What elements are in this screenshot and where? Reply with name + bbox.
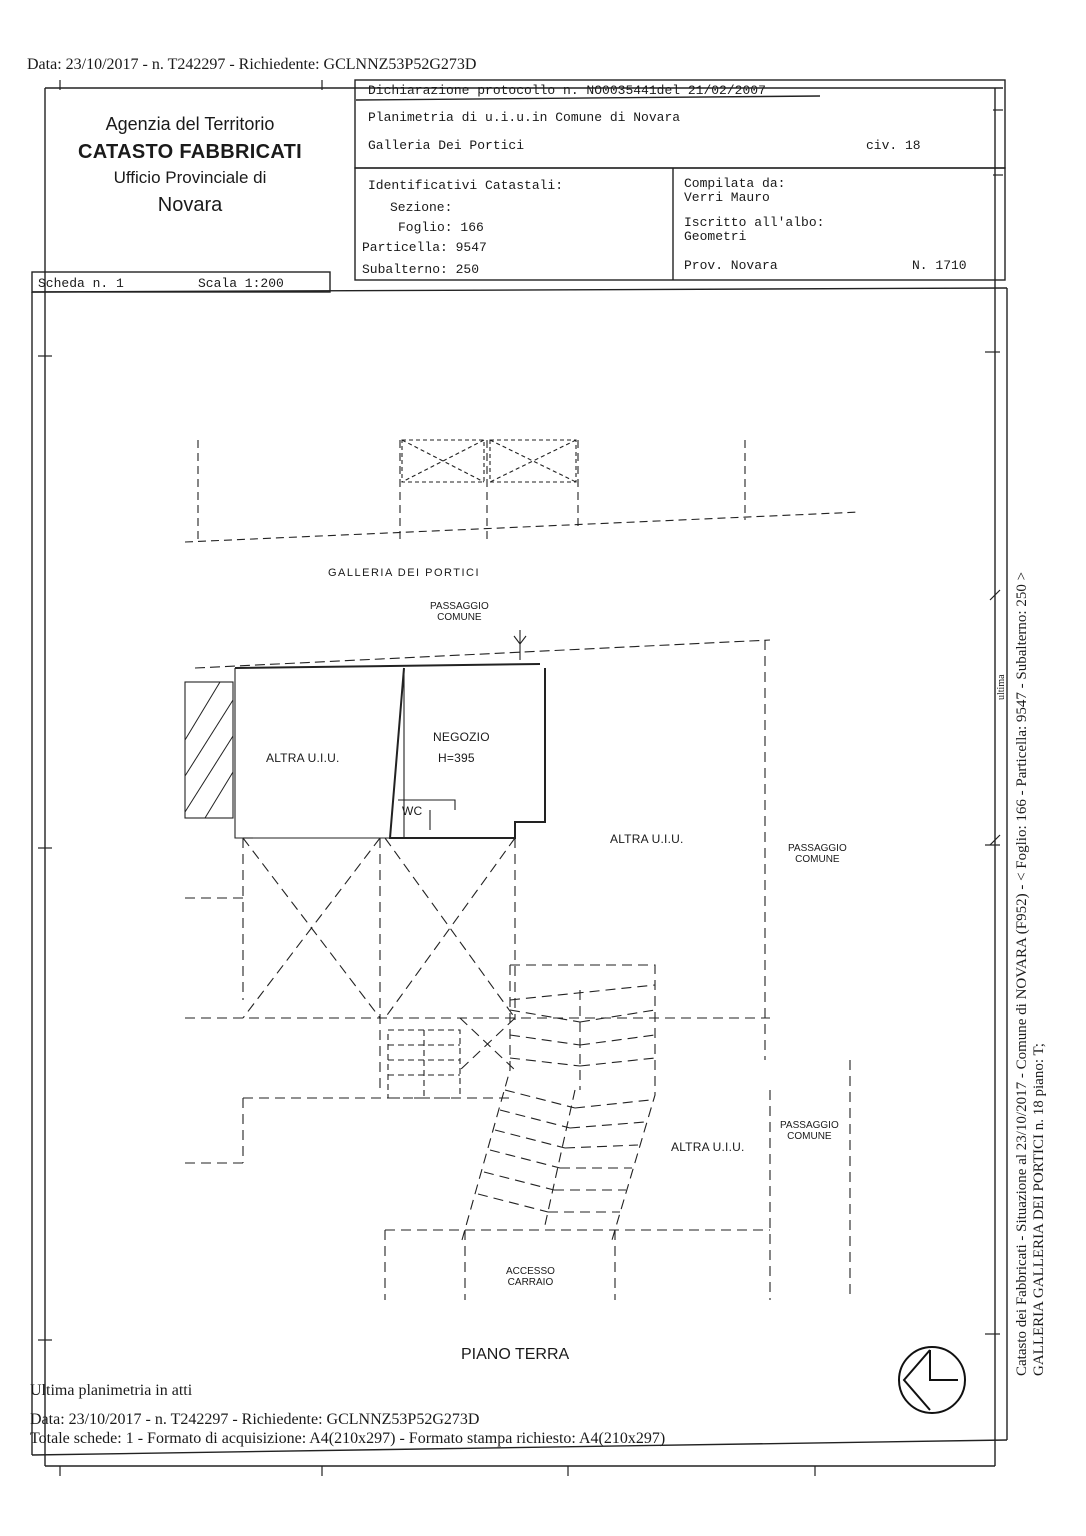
wc-label: WC (402, 804, 423, 818)
footer-request-line: Data: 23/10/2017 - n. T242297 - Richiedente: GCLNNZ53P52G273D (30, 1411, 480, 1428)
comune-word: COMUNE (787, 1131, 832, 1142)
compilata-label: Compilata da: (684, 176, 786, 191)
office-label: Ufficio Provinciale di (113, 168, 267, 187)
north-arrow-icon (899, 1347, 965, 1413)
scheda-number: Scheda n. 1 (38, 276, 124, 291)
street-name: Galleria Dei Portici (368, 138, 525, 153)
last-plan-note: Ultima planimetria in atti (30, 1382, 193, 1399)
subalterno: Subalterno: 250 (362, 262, 480, 277)
comune-word: COMUNE (795, 854, 840, 865)
planimetria-line: Planimetria di u.i.u.in Comune di Novara (368, 110, 681, 125)
scale: Scala 1:200 (198, 276, 284, 291)
passaggio-comune-lower (780, 1120, 839, 1142)
foglio: Foglio: 166 (398, 220, 484, 235)
identificativi-title: Identificativi Catastali: (368, 178, 564, 193)
carraio-word: CARRAIO (507, 1277, 554, 1288)
province: Prov. Novara (684, 258, 778, 273)
piano-terra-label: PIANO TERRA (461, 1346, 570, 1363)
galleria-label: GALLERIA DEI PORTICI (328, 567, 481, 579)
accesso-carraio (506, 1266, 555, 1288)
passaggio-word: PASSAGGIO (780, 1120, 839, 1131)
albo-value: Geometri (684, 229, 747, 244)
altra-uiu-lower: ALTRA U.I.U. (671, 1140, 745, 1154)
top-request-line: Data: 23/10/2017 - n. T242297 - Richiedente: GCLNNZ53P52G273D (27, 56, 477, 73)
office-city: Novara (157, 194, 223, 216)
agency-block (60, 114, 320, 217)
side-catasto-line: Catasto dei Fabbricati - Situazione al 23/10/2017 - Comune di NOVARA (F952) - < Foglio: 166 - Particella: 9547 - Subalterno: 250 > (1014, 571, 1030, 1376)
declaration-line: Dichiarazione protocollo n. NO0035441del 21/02/2007 (368, 83, 766, 98)
sezione: Sezione: (390, 200, 453, 215)
agency-name: Agenzia del Territorio (105, 114, 275, 134)
negozio-height: H=395 (438, 751, 475, 765)
passaggio-comune-right (788, 843, 847, 865)
civic-number: civ. 18 (866, 138, 921, 153)
plan-linework (185, 440, 860, 1300)
passaggio-word: PASSAGGIO (430, 601, 489, 612)
altra-uiu-center: ALTRA U.I.U. (610, 832, 684, 846)
compilata-name: Verri Mauro (684, 190, 770, 205)
passaggio-comune-top (430, 601, 489, 623)
footer-totale-line: Totale schede: 1 - Formato di acquisizione: A4(210x297) - Formato stampa richiesto: A4(210x297) (30, 1430, 666, 1447)
comune-word: COMUNE (437, 612, 482, 623)
particella: Particella: 9547 (362, 240, 487, 255)
side-mark: ultima (996, 674, 1007, 700)
accesso-word: ACCESSO (506, 1266, 555, 1277)
catasto-title: CATASTO FABBRICATI (78, 141, 302, 163)
negozio-label: NEGOZIO (433, 730, 490, 744)
side-address-line: GALLERIA GALLERIA DEI PORTICI n. 18 piano: T; (1031, 1043, 1047, 1376)
register-number: N. 1710 (912, 258, 967, 273)
albo-label: Iscritto all'albo: (684, 215, 825, 230)
altra-uiu-left: ALTRA U.I.U. (266, 751, 340, 765)
passaggio-word: PASSAGGIO (788, 843, 847, 854)
